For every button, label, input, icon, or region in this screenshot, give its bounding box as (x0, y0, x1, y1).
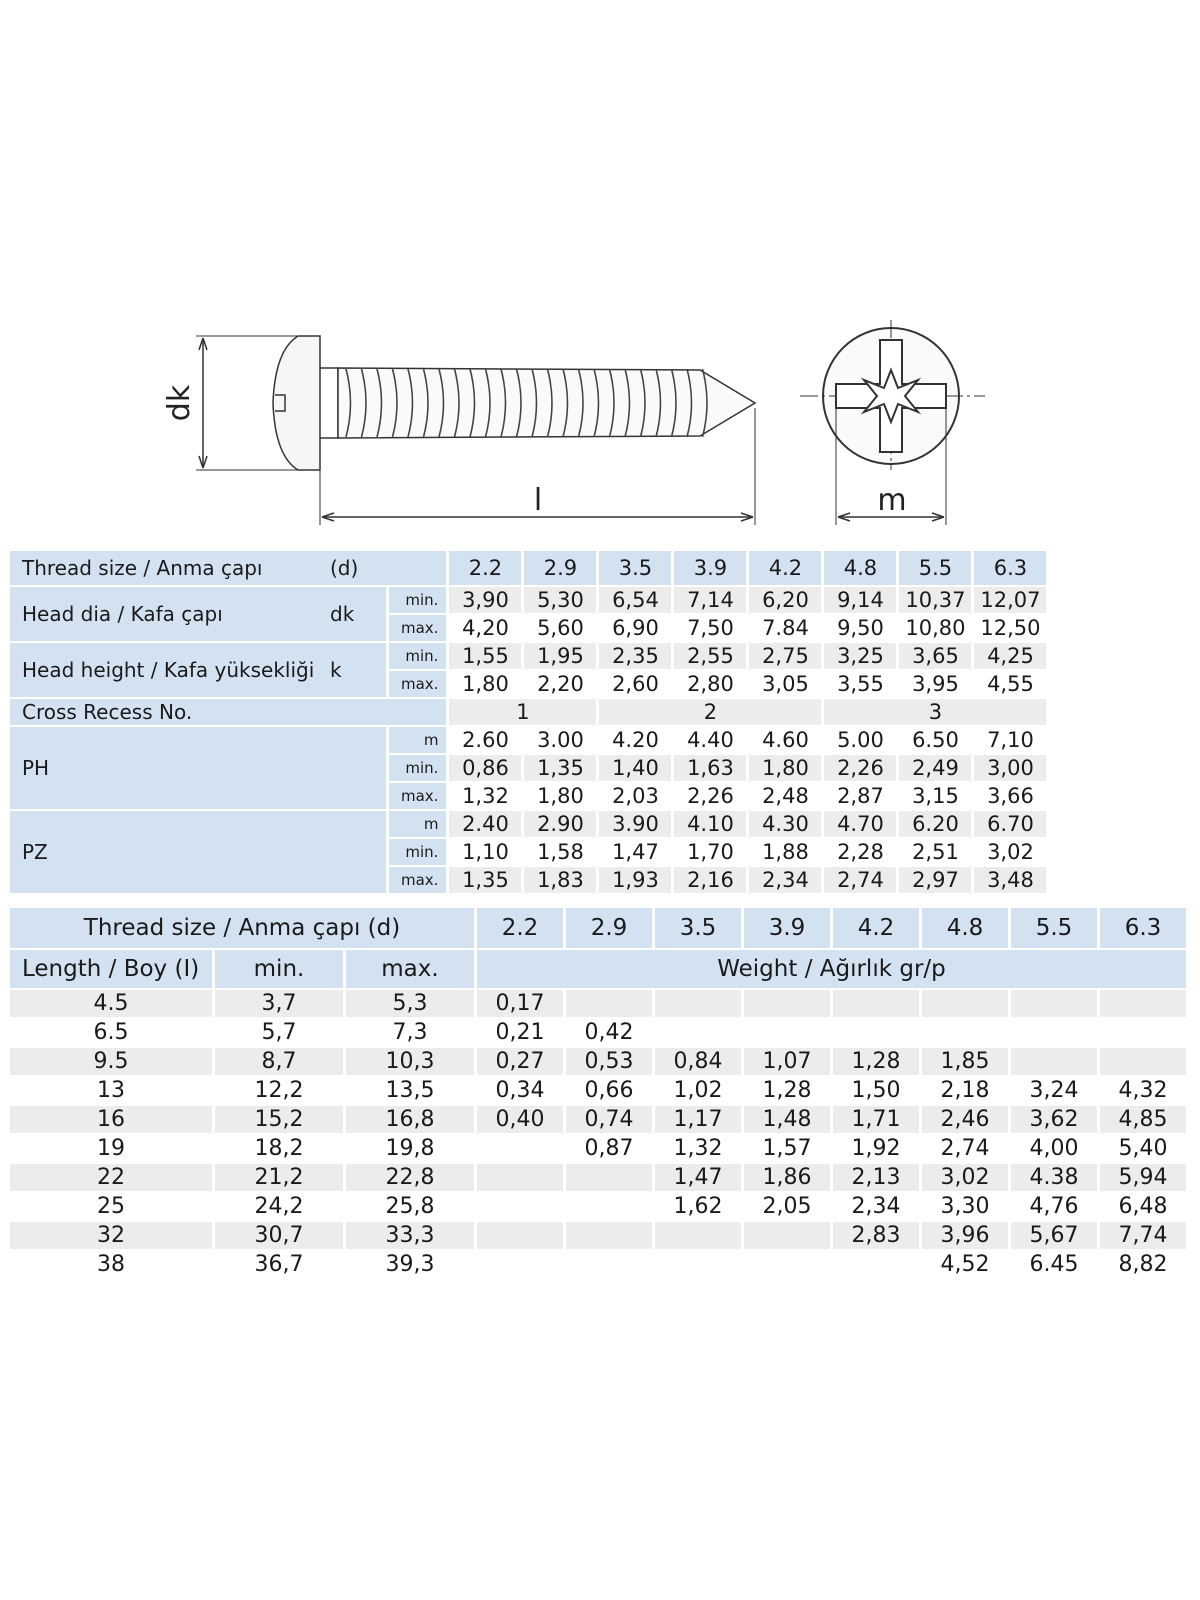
cross-recess-value: 1 (449, 699, 596, 725)
head-height-min: 2,55 (674, 643, 746, 669)
ph-min: 3,00 (974, 755, 1046, 781)
thread-size-symbol: (d) (330, 556, 359, 580)
ph-min: 1,40 (599, 755, 671, 781)
head-dia-max: 5,60 (524, 615, 596, 641)
ph-m: 2.60 (449, 727, 521, 753)
weight-cell (922, 990, 1008, 1017)
weight-cell: 0,40 (477, 1106, 563, 1133)
head-dia-max: 7,50 (674, 615, 746, 641)
weight-cell: 0,17 (477, 990, 563, 1017)
size-header: 3.9 (674, 551, 746, 585)
head-dia-min: 10,37 (899, 587, 971, 613)
max-cell: 25,8 (346, 1193, 474, 1220)
weight-cell (1100, 1019, 1186, 1046)
weight-cell (1011, 990, 1097, 1017)
screw-technical-drawing (0, 320, 1200, 550)
ph-m: 4.20 (599, 727, 671, 753)
length-cell: 22 (10, 1164, 212, 1191)
weight-cell (744, 1251, 830, 1278)
head-height-text: Head height / Kafa yüksekliği (22, 658, 315, 682)
size-header: 4.2 (833, 908, 919, 948)
weight-cell: 8,82 (1100, 1251, 1186, 1278)
weight-cell: 0,42 (566, 1019, 652, 1046)
max-label: max. (389, 615, 446, 641)
weight-cell (477, 1222, 563, 1249)
size-header: 4.8 (922, 908, 1008, 948)
min-cell: 30,7 (215, 1222, 343, 1249)
table-row (10, 1106, 1186, 1133)
table-row (10, 1135, 1186, 1162)
max-label: max. (389, 671, 446, 697)
weight-cell (477, 1193, 563, 1220)
max-cell: 10,3 (346, 1048, 474, 1075)
length-cell: 16 (10, 1106, 212, 1133)
ph-min: 2,49 (899, 755, 971, 781)
head-height-min: 1,55 (449, 643, 521, 669)
pz-m: 2.90 (524, 811, 596, 837)
weight-cell: 1,71 (833, 1106, 919, 1133)
head-height-max: 1,80 (449, 671, 521, 697)
weight-cell: 1,48 (744, 1106, 830, 1133)
weight-cell: 2,13 (833, 1164, 919, 1191)
min-cell: 15,2 (215, 1106, 343, 1133)
weight-cell: 1,07 (744, 1048, 830, 1075)
head-dia-text: Head dia / Kafa çapı (22, 602, 223, 626)
table-row (10, 990, 1186, 1017)
weight-cell: 7,74 (1100, 1222, 1186, 1249)
pz-max: 2,34 (749, 867, 821, 893)
table-row (10, 1077, 1186, 1104)
head-height-min: 2,35 (599, 643, 671, 669)
weight-cell: 3,62 (1011, 1106, 1097, 1133)
weight-cell: 1,50 (833, 1077, 919, 1104)
ph-m-row (10, 727, 1046, 753)
head-height-min: 4,25 (974, 643, 1046, 669)
pz-m: 4.70 (824, 811, 896, 837)
weight-cell: 1,02 (655, 1077, 741, 1104)
weight-cell: 5,94 (1100, 1164, 1186, 1191)
pz-min: 2,28 (824, 839, 896, 865)
weight-cell (566, 990, 652, 1017)
weight-cell (744, 990, 830, 1017)
head-dia-max: 9,50 (824, 615, 896, 641)
head-dia-max: 6,90 (599, 615, 671, 641)
min-cell: 5,7 (215, 1019, 343, 1046)
max-cell: 39,3 (346, 1251, 474, 1278)
weight-cell (566, 1222, 652, 1249)
ph-label: PH (10, 727, 386, 809)
pz-min: 1,58 (524, 839, 596, 865)
pz-max: 1,83 (524, 867, 596, 893)
weight-cell (477, 1164, 563, 1191)
min-cell: 24,2 (215, 1193, 343, 1220)
weight-cell: 1,86 (744, 1164, 830, 1191)
size-header: 3.5 (599, 551, 671, 585)
pz-max: 2,74 (824, 867, 896, 893)
min-label: min. (215, 950, 343, 988)
max-cell: 19,8 (346, 1135, 474, 1162)
pz-m: 4.10 (674, 811, 746, 837)
thread-size-label (10, 551, 446, 585)
head-dia-min: 9,14 (824, 587, 896, 613)
pz-label: PZ (10, 811, 386, 893)
cross-recess-value: 3 (824, 699, 1046, 725)
weight-cell: 0,27 (477, 1048, 563, 1075)
ph-m: 5.00 (824, 727, 896, 753)
weight-cell (566, 1164, 652, 1191)
length-cell: 19 (10, 1135, 212, 1162)
size-header: 2.9 (566, 908, 652, 948)
weight-table (7, 906, 1189, 1280)
min-cell: 12,2 (215, 1077, 343, 1104)
weight-cell: 2,74 (922, 1135, 1008, 1162)
pz-m: 6.20 (899, 811, 971, 837)
weight-label: Weight / Ağırlık gr/p (477, 950, 1186, 988)
ph-min: 1,35 (524, 755, 596, 781)
pz-m: 4.30 (749, 811, 821, 837)
length-cell: 4.5 (10, 990, 212, 1017)
pz-min: 3,02 (974, 839, 1046, 865)
weight-cell: 1,62 (655, 1193, 741, 1220)
weight-cell (833, 1019, 919, 1046)
weight-cell: 2,05 (744, 1193, 830, 1220)
min-label: min. (389, 839, 446, 865)
weight-cell (744, 1019, 830, 1046)
weight-cell (833, 1251, 919, 1278)
pz-max: 1,93 (599, 867, 671, 893)
weight-cell: 0,21 (477, 1019, 563, 1046)
dim-label-m: m (877, 483, 907, 518)
weight-cell (833, 990, 919, 1017)
weight-cell: 6,48 (1100, 1193, 1186, 1220)
dim-label-dk: dk (162, 384, 197, 422)
weight-cell (477, 1251, 563, 1278)
head-dia-max: 10,80 (899, 615, 971, 641)
head-height-max: 3,05 (749, 671, 821, 697)
head-height-symbol: k (330, 658, 342, 682)
head-height-max: 2,80 (674, 671, 746, 697)
ph-min: 1,63 (674, 755, 746, 781)
max-cell: 16,8 (346, 1106, 474, 1133)
size-header: 2.9 (524, 551, 596, 585)
head-height-max: 2,20 (524, 671, 596, 697)
weight-thread-row (10, 908, 1186, 948)
ph-m: 3.00 (524, 727, 596, 753)
table-row (10, 1048, 1186, 1075)
ph-m: 7,10 (974, 727, 1046, 753)
table-row (10, 1251, 1186, 1278)
size-header: 2.2 (449, 551, 521, 585)
max-cell: 7,3 (346, 1019, 474, 1046)
head-dia-min: 6,20 (749, 587, 821, 613)
thread-size-text: Thread size / Anma çapı (22, 556, 263, 580)
pz-min: 1,88 (749, 839, 821, 865)
head-height-min: 1,95 (524, 643, 596, 669)
weight-cell (744, 1222, 830, 1249)
weight-cell: 2,83 (833, 1222, 919, 1249)
head-dia-max: 12,50 (974, 615, 1046, 641)
weight-cell: 4,52 (922, 1251, 1008, 1278)
weight-cell: 1,28 (833, 1048, 919, 1075)
weight-cell: 1,28 (744, 1077, 830, 1104)
min-cell: 8,7 (215, 1048, 343, 1075)
weight-cell: 4,85 (1100, 1106, 1186, 1133)
min-label: min. (389, 587, 446, 613)
m-label: m (389, 727, 446, 753)
weight-cell: 0,53 (566, 1048, 652, 1075)
size-header: 4.2 (749, 551, 821, 585)
head-height-max: 3,95 (899, 671, 971, 697)
pz-min: 2,51 (899, 839, 971, 865)
weight-cell (477, 1135, 563, 1162)
cross-recess-row (10, 699, 1046, 725)
length-cell: 25 (10, 1193, 212, 1220)
weight-cell: 4,00 (1011, 1135, 1097, 1162)
weight-thread-label: Thread size / Anma çapı (d) (10, 908, 474, 948)
cross-recess-value: 2 (599, 699, 821, 725)
weight-cell: 2,46 (922, 1106, 1008, 1133)
min-label: min. (389, 755, 446, 781)
pz-max: 2,97 (899, 867, 971, 893)
pz-m: 6.70 (974, 811, 1046, 837)
size-header: 3.9 (744, 908, 830, 948)
weight-cell (922, 1019, 1008, 1046)
ph-min: 1,80 (749, 755, 821, 781)
weight-cell (655, 1251, 741, 1278)
min-label: min. (389, 643, 446, 669)
weight-subheader-row (10, 950, 1186, 988)
max-cell: 33,3 (346, 1222, 474, 1249)
head-dia-min: 7,14 (674, 587, 746, 613)
ph-max: 3,15 (899, 783, 971, 809)
weight-cell: 5,40 (1100, 1135, 1186, 1162)
dimensions-table (7, 549, 1049, 895)
pz-max: 3,48 (974, 867, 1046, 893)
pz-min: 1,10 (449, 839, 521, 865)
ph-max: 2,03 (599, 783, 671, 809)
m-label: m (389, 811, 446, 837)
weight-cell: 2,34 (833, 1193, 919, 1220)
pz-max: 2,16 (674, 867, 746, 893)
table-row (10, 1164, 1186, 1191)
weight-cell: 3,96 (922, 1222, 1008, 1249)
head-height-max: 4,55 (974, 671, 1046, 697)
length-cell: 32 (10, 1222, 212, 1249)
max-cell: 22,8 (346, 1164, 474, 1191)
head-dia-max: 7.84 (749, 615, 821, 641)
pz-min: 1,70 (674, 839, 746, 865)
head-dia-min: 12,07 (974, 587, 1046, 613)
weight-cell: 1,57 (744, 1135, 830, 1162)
weight-cell: 1,17 (655, 1106, 741, 1133)
weight-cell (1011, 1019, 1097, 1046)
pz-max: 1,35 (449, 867, 521, 893)
cross-recess-label: Cross Recess No. (10, 699, 446, 725)
head-height-max: 3,55 (824, 671, 896, 697)
pz-m-row (10, 811, 1046, 837)
max-label: max. (389, 783, 446, 809)
length-cell: 38 (10, 1251, 212, 1278)
head-dia-min-row (10, 587, 1046, 613)
ph-max: 3,66 (974, 783, 1046, 809)
weight-cell: 1,85 (922, 1048, 1008, 1075)
weight-table-body (10, 990, 1186, 1278)
ph-m: 4.60 (749, 727, 821, 753)
head-dia-symbol: dk (330, 602, 355, 626)
size-header: 5.5 (1011, 908, 1097, 948)
min-cell: 3,7 (215, 990, 343, 1017)
weight-cell: 6.45 (1011, 1251, 1097, 1278)
weight-cell: 3,24 (1011, 1077, 1097, 1104)
head-height-max: 2,60 (599, 671, 671, 697)
weight-cell: 1,47 (655, 1164, 741, 1191)
table-row (10, 1222, 1186, 1249)
table-row (10, 1019, 1186, 1046)
head-dia-min: 6,54 (599, 587, 671, 613)
weight-cell (566, 1251, 652, 1278)
weight-cell (1100, 990, 1186, 1017)
size-header: 2.2 (477, 908, 563, 948)
weight-cell: 1,92 (833, 1135, 919, 1162)
weight-cell: 3,02 (922, 1164, 1008, 1191)
weight-cell (566, 1193, 652, 1220)
head-height-min-row (10, 643, 1046, 669)
weight-cell (655, 990, 741, 1017)
ph-max: 1,32 (449, 783, 521, 809)
weight-cell: 0,74 (566, 1106, 652, 1133)
head-height-min: 3,65 (899, 643, 971, 669)
size-header: 6.3 (974, 551, 1046, 585)
max-cell: 13,5 (346, 1077, 474, 1104)
size-header: 6.3 (1100, 908, 1186, 948)
head-dia-min: 5,30 (524, 587, 596, 613)
head-dia-max: 4,20 (449, 615, 521, 641)
ph-max: 2,87 (824, 783, 896, 809)
ph-m: 6.50 (899, 727, 971, 753)
head-height-min: 3,25 (824, 643, 896, 669)
head-dia-label (10, 587, 386, 641)
weight-cell: 3,30 (922, 1193, 1008, 1220)
head-dia-min: 3,90 (449, 587, 521, 613)
pz-m: 2.40 (449, 811, 521, 837)
ph-min: 2,26 (824, 755, 896, 781)
weight-cell: 0,84 (655, 1048, 741, 1075)
ph-max: 2,48 (749, 783, 821, 809)
size-header: 5.5 (899, 551, 971, 585)
pz-m: 3.90 (599, 811, 671, 837)
length-label: Length / Boy (I) (10, 950, 212, 988)
max-label: max. (346, 950, 474, 988)
weight-cell: 1,32 (655, 1135, 741, 1162)
weight-cell (655, 1019, 741, 1046)
weight-cell (1011, 1048, 1097, 1075)
weight-cell: 4,76 (1011, 1193, 1097, 1220)
pz-min: 1,47 (599, 839, 671, 865)
ph-max: 1,80 (524, 783, 596, 809)
size-header: 4.8 (824, 551, 896, 585)
weight-cell: 0,66 (566, 1077, 652, 1104)
weight-cell (1100, 1048, 1186, 1075)
size-header: 3.5 (655, 908, 741, 948)
length-cell: 13 (10, 1077, 212, 1104)
max-cell: 5,3 (346, 990, 474, 1017)
weight-cell (655, 1222, 741, 1249)
min-cell: 21,2 (215, 1164, 343, 1191)
length-cell: 9.5 (10, 1048, 212, 1075)
ph-max: 2,26 (674, 783, 746, 809)
max-label: max. (389, 867, 446, 893)
length-cell: 6.5 (10, 1019, 212, 1046)
head-height-min: 2,75 (749, 643, 821, 669)
weight-cell: 0,34 (477, 1077, 563, 1104)
ph-min: 0,86 (449, 755, 521, 781)
weight-cell: 4,32 (1100, 1077, 1186, 1104)
table-row (10, 1193, 1186, 1220)
thread-size-row (10, 551, 1046, 585)
dim-label-l: l (533, 483, 543, 518)
head-height-label (10, 643, 386, 697)
weight-cell: 2,18 (922, 1077, 1008, 1104)
weight-cell: 4.38 (1011, 1164, 1097, 1191)
min-cell: 18,2 (215, 1135, 343, 1162)
weight-cell: 0,87 (566, 1135, 652, 1162)
weight-cell: 5,67 (1011, 1222, 1097, 1249)
min-cell: 36,7 (215, 1251, 343, 1278)
ph-m: 4.40 (674, 727, 746, 753)
